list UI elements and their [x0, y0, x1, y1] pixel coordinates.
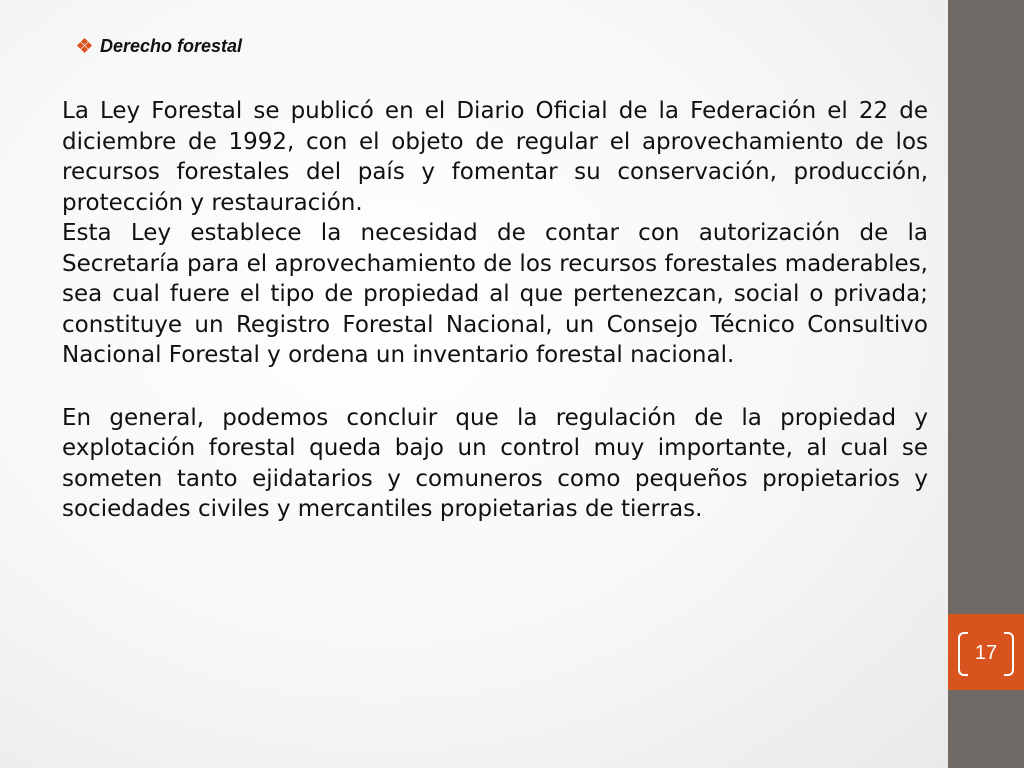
section-header [78, 34, 242, 58]
diamond-bullet-icon [78, 39, 92, 53]
paragraph-1: La Ley Forestal se publicó en el Diario Oficial de la Federación el 22 de diciembre de 1992, con el objeto de regular el aprovechamiento de los recursos forestales del país y fomentar su conservación, producción, protección y restauración. [62, 98, 928, 216]
page-number: 17 [974, 642, 998, 664]
page-number-badge [948, 614, 1024, 690]
body-text [62, 96, 928, 525]
paragraph-3: En general, podemos concluir que la regulación de la propiedad y explotación forestal queda bajo un control muy importante, al cual se someten tanto ejidatarios y comuneros como pequeños propietarios y sociedades civiles y mercantiles propietarias de tierras. [62, 404, 928, 522]
paragraph-2: Esta Ley establece la necesidad de contar con autorización de la Secretaría para el aprovechamiento de los recursos forestales maderables, sea cual fuere el tipo de propiedad al que pertenezcan, social o privada; constituye un Registro Forestal Nacional, un Consejo Técnico Consultivo Nacional Forestal y ordena un inventario forestal nacional. [62, 220, 928, 368]
section-header-text: Derecho forestal [100, 35, 243, 56]
